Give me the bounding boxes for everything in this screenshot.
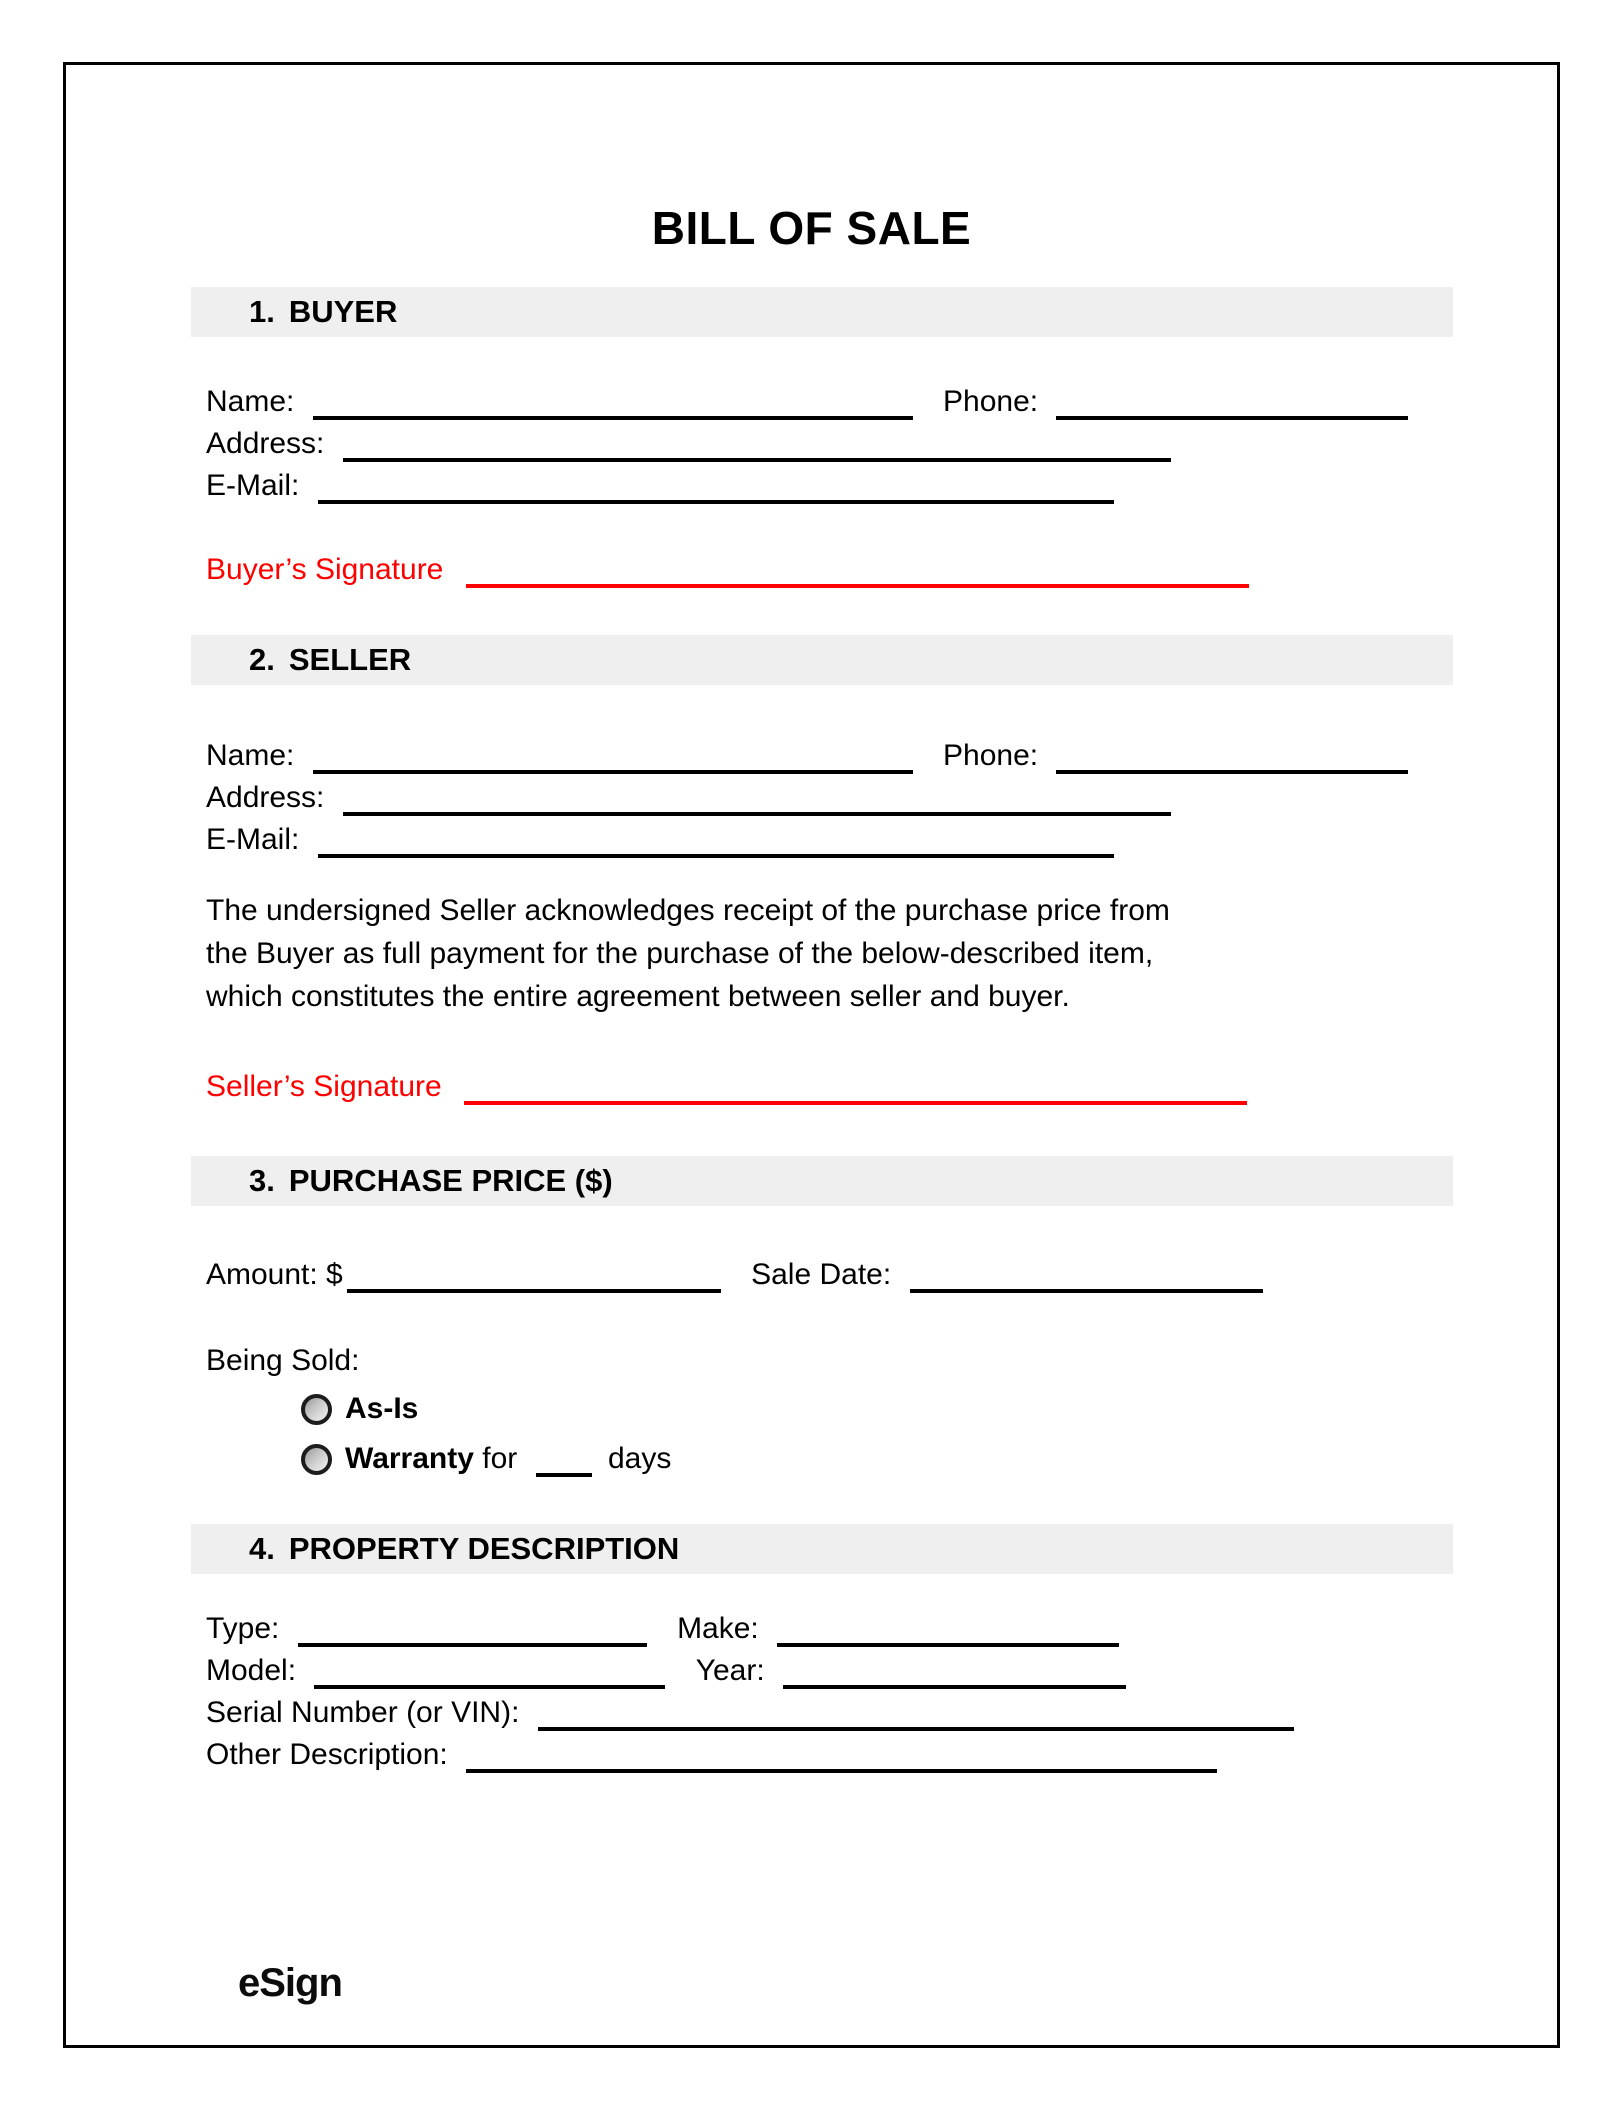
seller-fields [206,735,1557,861]
buyer-signature-line[interactable] [466,584,1249,588]
section-price-label: PURCHASE PRICE ($) [288,1163,613,1198]
warranty-radio[interactable] [301,1444,332,1475]
buyer-email-row [206,465,1557,507]
being-sold-label: Being Sold: [206,1344,360,1377]
buyer-signature-label: Buyer’s Signature [206,553,444,586]
other-description-line[interactable] [466,1769,1217,1773]
warranty-days-label: days [607,1442,672,1475]
section-buyer-number: 1. [249,294,275,329]
serial-row [206,1692,1557,1734]
section-header-seller [191,635,1453,685]
warranty-option-row [301,1436,1557,1482]
seller-address-label: Address: [206,781,325,814]
as-is-radio[interactable] [301,1394,332,1425]
seller-address-row [206,777,1557,819]
warranty-label: Warranty [345,1442,474,1475]
as-is-option-row [301,1386,1557,1432]
seller-phone-label: Phone: [943,739,1039,772]
seller-address-line[interactable] [343,812,1171,816]
seller-signature-label: Seller’s Signature [206,1070,442,1103]
seller-name-line[interactable] [313,770,913,774]
type-make-row [206,1608,1557,1650]
seller-email-label: E-Mail: [206,823,300,856]
as-is-label: As-Is [345,1392,419,1425]
buyer-signature-row [206,549,1557,595]
buyer-address-label: Address: [206,427,325,460]
buyer-phone-line[interactable] [1056,416,1408,420]
warranty-days-line[interactable] [536,1473,592,1477]
esign-logo: eSign [238,1961,342,2005]
buyer-fields [206,381,1557,507]
model-line[interactable] [314,1685,665,1689]
section-header-buyer [191,287,1453,337]
make-label: Make: [677,1612,759,1645]
property-fields [206,1608,1557,1776]
amount-line[interactable] [347,1289,721,1293]
seller-acknowledgement-paragraph [206,889,1346,1018]
make-line[interactable] [777,1643,1119,1647]
buyer-address-row [206,423,1557,465]
bill-of-sale-document [63,62,1560,2048]
amount-row [206,1254,1557,1296]
page-title: BILL OF SALE [651,202,972,254]
year-label: Year: [695,1654,765,1687]
seller-signature-row [206,1066,1557,1112]
section-seller-label: SELLER [288,642,412,677]
acknowledgement-line-2: the Buyer as full payment for the purchase of the below-described item, [206,937,1154,970]
buyer-email-label: E-Mail: [206,469,300,502]
year-line[interactable] [783,1685,1126,1689]
warranty-for-label: for [482,1442,518,1475]
sale-date-label: Sale Date: [751,1258,892,1291]
type-label: Type: [206,1612,280,1645]
seller-name-label: Name: [206,739,295,772]
buyer-name-line[interactable] [313,416,913,420]
buyer-address-line[interactable] [343,458,1171,462]
amount-label: Amount: $ [206,1258,343,1291]
seller-email-line[interactable] [318,854,1114,858]
model-year-row [206,1650,1557,1692]
buyer-name-label: Name: [206,385,295,418]
buyer-phone-label: Phone: [943,385,1039,418]
buyer-email-line[interactable] [318,500,1114,504]
serial-line[interactable] [538,1727,1294,1731]
seller-phone-line[interactable] [1056,770,1408,774]
model-label: Model: [206,1654,297,1687]
sale-date-line[interactable] [910,1289,1263,1293]
type-line[interactable] [298,1643,647,1647]
section-header-price [191,1156,1453,1206]
acknowledgement-line-1: The undersigned Seller acknowledges receipt of the purchase price from [206,894,1170,927]
section-property-number: 4. [249,1531,275,1566]
seller-name-row [206,735,1557,777]
other-description-label: Other Description: [206,1738,448,1771]
section-buyer-label: BUYER [288,294,398,329]
seller-email-row [206,819,1557,861]
section-price-number: 3. [249,1163,275,1198]
seller-signature-line[interactable] [464,1101,1247,1105]
section-header-property [191,1524,1453,1574]
section-property-label: PROPERTY DESCRIPTION [288,1531,680,1566]
other-description-row [206,1734,1557,1776]
buyer-name-row [206,381,1557,423]
acknowledgement-line-3: which constitutes the entire agreement between seller and buyer. [206,980,1070,1013]
serial-label: Serial Number (or VIN): [206,1696,520,1729]
section-seller-number: 2. [249,642,275,677]
